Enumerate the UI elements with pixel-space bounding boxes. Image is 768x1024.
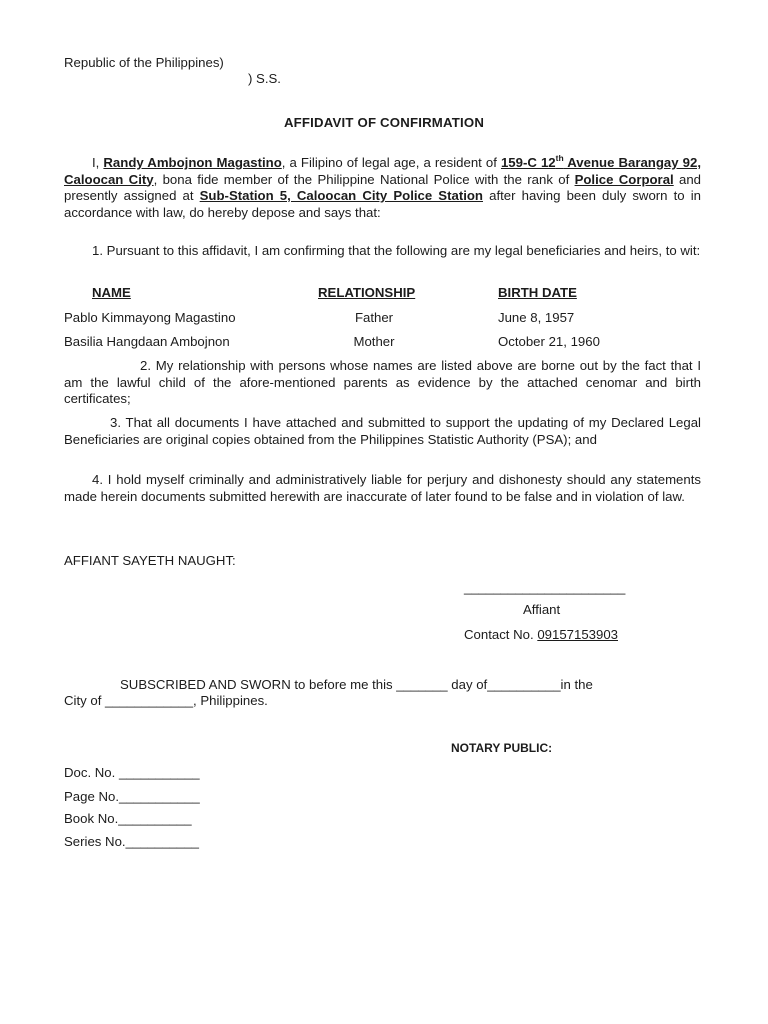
book-no: Book No.__________ (64, 811, 192, 826)
item-1-paragraph: 1. Pursuant to this affidavit, I am confirming that the following are my legal beneficiaries and heirs, to wit: (92, 243, 701, 258)
beneficiary-relationship: Mother (353, 334, 395, 349)
column-header-relationship: RELATIONSHIP (318, 285, 416, 300)
venue-ss: ) S.S. (248, 71, 281, 86)
item-4-paragraph: 4. I hold myself criminally and administratively liable for perjury and dishonesty should any statements made herein documents submitted herewith are inaccurate of later found to be false and in violation of law. (64, 472, 701, 504)
jurat-line-1: SUBSCRIBED AND SWORN to before me this _______ day of__________in the (120, 677, 593, 692)
column-header-name: NAME (92, 285, 131, 300)
venue-country: Republic of the Philippines) (64, 55, 224, 70)
contact-number: Contact No. 09157153903 (464, 627, 618, 642)
beneficiary-name: Basilia Hangdaan Ambojnon (64, 334, 230, 349)
item-2-paragraph: 2. My relationship with persons whose names are listed above are borne out by the fact that I am the lawful child of the afore-mentioned parents as evidence by the attached cenomar and birth certificates; (64, 358, 701, 406)
affiant-sayeth-naught: AFFIANT SAYETH NAUGHT: (64, 553, 236, 568)
affiant-name: Randy Ambojnon Magastino (103, 155, 282, 170)
affiant-rank: Police Corporal (574, 171, 674, 187)
affiant-address: 159-C 12th Avenue Barangay 92, Caloocan City (64, 152, 701, 187)
beneficiary-birth-date: October 21, 1960 (498, 334, 600, 349)
signature-line: ______________________ (464, 580, 626, 595)
doc-no: Doc. No. ___________ (64, 765, 200, 780)
item-3-paragraph: 3. That all documents I have attached and submitted to support the updating of my Declared Legal Beneficiaries are original copies obtained from the Philippines Statistic Authority (PSA); and (64, 415, 701, 447)
affiant-station: Sub-Station 5, Caloocan City Police Station (199, 188, 483, 203)
jurat-line-2: City of ____________, Philippines. (64, 693, 268, 708)
column-header-birth-date: BIRTH DATE (498, 285, 577, 300)
beneficiary-name: Pablo Kimmayong Magastino (64, 310, 236, 325)
document-title: AFFIDAVIT OF CONFIRMATION (283, 115, 485, 130)
notary-public-label: NOTARY PUBLIC: (451, 741, 553, 755)
intro-paragraph: I, Randy Ambojnon Magastino, a Filipino of legal age, a resident of 159-C 12th Avenue Barangay 92, Caloocan City, bona fide member of the Philippine National Police with the rank of Police Corporal and presently assigned at Sub-Station 5, Caloocan City Police Station after having been duly sworn to in accordance with law, do hereby depose and says that: (64, 152, 702, 220)
page-no: Page No.___________ (64, 789, 200, 804)
beneficiary-birth-date: June 8, 1957 (498, 310, 575, 325)
beneficiary-relationship: Father (354, 310, 394, 325)
affiant-label: Affiant (523, 602, 561, 617)
series-no: Series No.__________ (64, 834, 199, 849)
